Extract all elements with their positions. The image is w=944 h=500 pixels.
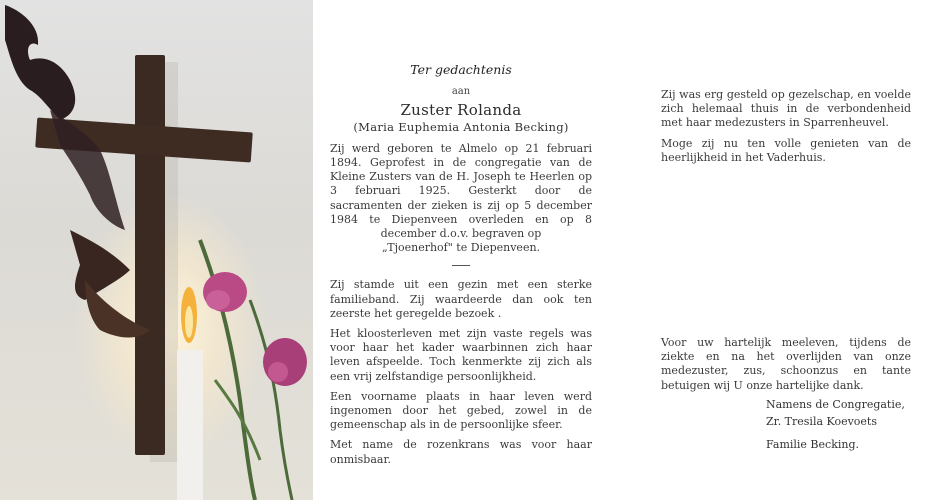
cross-vertical-beam (135, 55, 165, 455)
memorial-photo (0, 0, 313, 500)
thanks-text: Voor uw hartelijk meeleven, tijdens de ziekte en na het overlijden van onze medezuster, zus, schoonzus en tante betuigen wij U onze hartelijke dank. (661, 336, 911, 392)
burial-place: „Tjoenerhof" te Diepenveen. (381, 241, 541, 255)
paragraph: Met name de rozenkrans was voor haar onmisbaar. (330, 438, 592, 466)
signature-family: Familie Becking. (766, 438, 859, 451)
paragraph: Zij was erg gesteld op gezelschap, en voelde zich helemaal thuis in de verbondenheid met haar medezusters in Sparrenheuvel. (661, 88, 911, 130)
separator-dash (452, 265, 470, 266)
dark-leaf (70, 230, 130, 300)
memorial-title: Ter gedachtenis (410, 62, 512, 77)
cross-candle-flowers-photo (0, 0, 313, 500)
signature-name: Zr. Tresila Koevoets (766, 415, 877, 428)
dark-leaf (5, 5, 75, 120)
paragraph: Zij stamde uit een gezin met een sterke familieband. Zij waardeerde dan ook ten zeerste het geregelde bezoek . (330, 278, 592, 320)
biography-text: Zij werd geboren te Almelo op 21 februari 1894. Geprofest in de congregatie van de Kleine Zusters van de H. Joseph te Heerlen op 3 februari 1925. Gesterkt door de sacramenten der zieken is zij op 5 december 1984 te Diepenveen overleden en op 8 december d.o.v. begraven op (330, 141, 592, 241)
right-column (661, 88, 911, 171)
candle-flame-core (185, 306, 193, 338)
pink-flower (268, 362, 288, 382)
paragraph: Moge zij nu ten volle genieten van de heerlijkheid in het Vaderhuis. (661, 136, 911, 164)
pink-flower (206, 290, 230, 310)
deceased-name: Zuster Rolanda (400, 101, 522, 120)
left-column (330, 63, 592, 473)
signature-congregation: Namens de Congregatie, (766, 398, 905, 411)
flower-stem (250, 300, 292, 500)
paragraph: Een voorname plaats in haar leven werd ingenomen door het gebed, zowel in de gemeenschap als in de persoonlijke sfeer. (330, 389, 592, 432)
deceased-full-name: (Maria Euphemia Antonia Becking) (353, 119, 569, 134)
candle (177, 350, 203, 500)
aan-label: aan (451, 86, 471, 98)
paragraph: Het kloosterleven met zijn vaste regels was voor haar het kader waarbinnen zich haar leven afspeelde. Toch kenmerkte zij zich als een vrij zelfstandige persoonlijkheid. (330, 327, 592, 383)
